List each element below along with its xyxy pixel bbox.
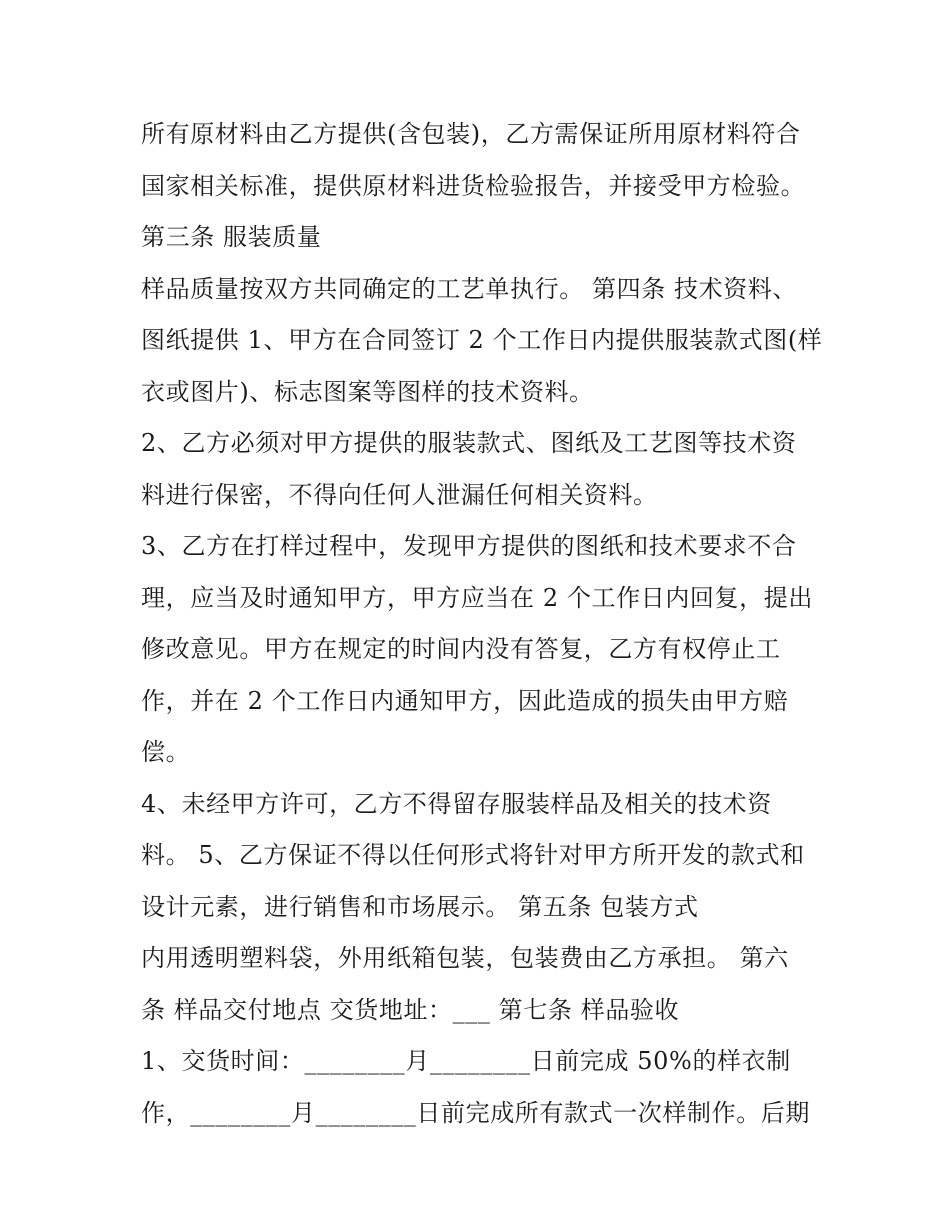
text-line: 所有原材料由乙方提供(含包装)，乙方需保证所用原材料符合: [141, 120, 801, 148]
text-line: 修改意见。甲方在规定的时间内没有答复，乙方有权停止工: [141, 635, 781, 663]
text-line: 图纸提供 1、甲方在合同签订 2 个工作日内提供服装款式图(样: [141, 326, 823, 354]
text-line: 3、乙方在打样过程中，发现甲方提供的图纸和技术要求不合: [141, 532, 797, 560]
text-line: 作，并在 2 个工作日内通知甲方，因此造成的损失由甲方赔: [141, 686, 789, 715]
text-line: 料。 5、乙方保证不得以任何形式将针对甲方所开发的款式和: [141, 841, 805, 869]
text-line: 理，应当及时通知甲方，甲方应当在 2 个工作日内回复，提出: [141, 583, 813, 612]
text-line: 作，________月________日前完成所有款式一次样制作。后期: [141, 1098, 810, 1127]
text-line: 衣或图片)、标志图案等图样的技术资料。: [141, 377, 594, 406]
text-line: 条 样品交付地点 交货地址：___ 第七条 样品验收: [141, 995, 680, 1024]
text-line: 4、未经甲方许可，乙方不得留存服装样品及相关的技术资: [141, 789, 772, 818]
text-line: 国家相关标准，提供原材料进货检验报告，并接受甲方检验。: [141, 171, 806, 200]
section-heading: 第三条 服装质量: [141, 223, 322, 251]
text-line: 内用透明塑料袋，外用纸箱包装，包装费由乙方承担。 第六: [141, 944, 789, 972]
text-line: 1、交货时间：________月________日前完成 50%的样衣制: [141, 1047, 791, 1075]
text-line: 设计元素，进行销售和市场展示。 第五条 包装方式: [141, 892, 699, 921]
text-line: 料进行保密，不得向任何人泄漏任何相关资料。: [141, 480, 658, 509]
contract-body-text: [141, 109, 821, 1139]
text-line: 样品质量按双方共同确定的工艺单执行。 第四条 技术资料、: [141, 274, 798, 303]
text-line: 2、乙方必须对甲方提供的服装款式、图纸及工艺图等技术资: [141, 429, 797, 457]
text-line: 偿。: [141, 738, 191, 766]
